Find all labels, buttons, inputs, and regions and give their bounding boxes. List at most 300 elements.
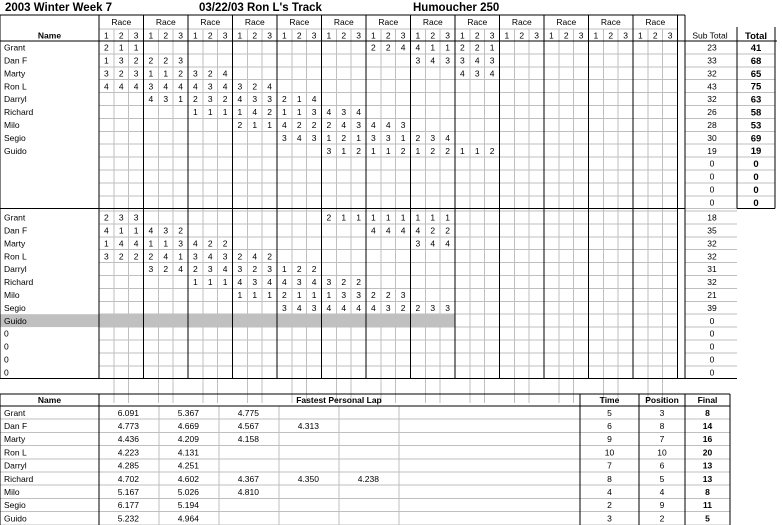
heat-header: 1: [237, 30, 243, 41]
race-score: 3: [460, 55, 465, 66]
race-score: 2: [385, 290, 391, 300]
race-score: 1: [445, 42, 450, 53]
subtotal-value: 32: [707, 277, 717, 288]
final-row-name: Richard: [4, 473, 34, 484]
heat-header: 2: [385, 30, 391, 41]
race-score: 3: [326, 145, 332, 156]
race-score: 3: [400, 290, 406, 300]
row-name: Dan F: [4, 225, 28, 236]
race-score: 2: [415, 302, 421, 313]
race-score: 3: [474, 68, 480, 79]
race-score: 1: [148, 68, 154, 79]
race-score: 2: [326, 212, 332, 223]
race-score: 2: [489, 145, 495, 156]
lap-time: 4.567: [237, 421, 259, 431]
race-score: 4: [237, 277, 243, 288]
race-score: 2: [148, 55, 154, 66]
race-score: 3: [193, 251, 198, 262]
final-value: 13: [702, 473, 713, 484]
race-score: 2: [371, 42, 376, 53]
race-score: 1: [296, 107, 302, 118]
subtotal-value: 21: [707, 290, 717, 300]
race-header: Race: [378, 17, 399, 27]
race-score: 2: [430, 225, 436, 236]
race-score: 1: [252, 120, 258, 130]
sheet-title: 2003 Winter Week 7: [5, 2, 113, 14]
row-name: Darryl: [4, 94, 27, 105]
race-score: 3: [163, 94, 169, 105]
race-score: 4: [296, 132, 302, 143]
heat-header: 2: [118, 30, 124, 41]
race-score: 4: [445, 132, 450, 143]
lap-time: 5.232: [117, 513, 139, 524]
time-value: 2: [607, 500, 612, 511]
race-score: 3: [430, 302, 436, 313]
heat-header: 2: [207, 30, 213, 41]
race-score: 3: [237, 264, 243, 275]
race-score: 1: [356, 132, 361, 143]
total-value: 0: [753, 184, 759, 196]
subtotal-value: 23: [707, 42, 717, 53]
subtotal-value: 32: [707, 94, 717, 105]
race-score: 4: [133, 81, 139, 92]
heat-header: 1: [460, 30, 465, 41]
subtotal-value: 39: [707, 302, 717, 313]
total-value: 63: [750, 94, 762, 106]
race-score: 3: [341, 290, 347, 300]
position-value: 4: [659, 487, 665, 497]
race-score: 4: [178, 81, 183, 92]
race-score: 1: [296, 290, 302, 300]
race-header: Race: [600, 17, 621, 27]
subtotal-value: 0: [709, 171, 715, 182]
total-column-header: Total: [745, 31, 767, 42]
race-score: 1: [267, 120, 272, 130]
row-name: Guido: [4, 145, 27, 156]
race-score: 2: [133, 251, 139, 262]
heat-header: 2: [430, 30, 436, 41]
heat-header: 1: [104, 30, 109, 41]
subtotal-value: 19: [707, 145, 717, 156]
race-score: 1: [252, 290, 258, 300]
race-score: 2: [474, 42, 480, 53]
row-name: Segio: [4, 132, 26, 143]
race-score: 3: [311, 107, 317, 118]
race-score: 3: [415, 55, 421, 66]
race-score: 4: [193, 238, 198, 249]
race-score: 4: [385, 225, 391, 236]
total-value: 53: [750, 120, 762, 132]
lap-time: 4.602: [177, 473, 199, 484]
lap-time: 4.773: [117, 421, 139, 431]
race-score: 4: [400, 225, 406, 236]
race-score: 2: [282, 290, 287, 300]
heat-header: 3: [623, 30, 628, 41]
lap-time: 4.367: [237, 473, 259, 484]
lap-time: 5.367: [177, 407, 199, 418]
time-value: 4: [607, 487, 612, 497]
row-name: Milo: [4, 120, 20, 130]
race-header: Race: [155, 17, 176, 27]
race-score: 4: [474, 55, 480, 66]
race-score: 2: [118, 68, 124, 79]
final-row-name: Segio: [4, 500, 26, 511]
heat-header: 2: [252, 30, 258, 41]
total-value: 19: [750, 146, 762, 158]
race-score: 2: [193, 264, 198, 275]
race-score: 4: [133, 238, 139, 249]
race-score: 1: [311, 290, 317, 300]
subtotal-value: 0: [709, 158, 715, 169]
race-score: 2: [371, 290, 376, 300]
heat-header: 2: [296, 30, 302, 41]
row-name: Dan F: [4, 55, 28, 66]
final-value: 14: [702, 421, 713, 431]
heat-header: 2: [563, 30, 569, 41]
race-score: 4: [104, 81, 109, 92]
total-value: 0: [753, 172, 759, 183]
lap-time: 6.177: [117, 500, 139, 511]
lap-time: 4.810: [237, 487, 259, 497]
race-score: 3: [118, 55, 124, 66]
row-name: 0: [4, 367, 9, 378]
race-score: 2: [296, 264, 302, 275]
race-score: 3: [282, 132, 287, 143]
race-score: 1: [326, 132, 332, 143]
lap-time: 4.702: [117, 473, 139, 484]
race-header: Race: [333, 17, 354, 27]
race-score: 3: [148, 81, 154, 92]
total-value: 69: [750, 133, 762, 145]
row-name: 0: [4, 354, 9, 365]
total-value: 0: [753, 159, 759, 171]
time-value: 8: [607, 473, 612, 484]
race-score: 2: [356, 145, 361, 156]
race-score: 4: [118, 81, 124, 92]
race-score: 4: [222, 264, 228, 275]
subtotal-value: 0: [709, 197, 715, 208]
race-score: 2: [207, 68, 213, 79]
row-name: Grant: [4, 42, 26, 53]
race-score: 4: [237, 94, 243, 105]
race-score: 4: [460, 68, 465, 79]
position-value: 9: [659, 500, 665, 511]
subtotal-value: 26: [707, 107, 717, 118]
race-score: 1: [430, 212, 436, 223]
final-value: 20: [702, 447, 713, 458]
row-name: Ron L: [4, 251, 27, 262]
race-score: 1: [104, 238, 109, 249]
heat-header: 3: [400, 30, 406, 41]
subtotal-value: 0: [709, 341, 715, 352]
lap-time: 4.775: [237, 407, 259, 418]
race-score: 4: [311, 277, 317, 288]
lap-time: 4.964: [177, 513, 199, 524]
race-score: 2: [237, 251, 243, 262]
final-header: Final: [697, 395, 718, 405]
race-score: 1: [222, 107, 228, 118]
heat-header: 3: [445, 30, 450, 41]
heat-header: 1: [593, 30, 599, 41]
final-row-name: Ron L: [4, 447, 27, 458]
race-score: 4: [356, 302, 361, 313]
race-score: 3: [178, 55, 183, 66]
subtotal-value: 31: [707, 264, 717, 275]
race-score: 3: [326, 277, 332, 288]
race-score: 2: [296, 120, 302, 130]
race-score: 3: [207, 94, 213, 105]
lap-time: 4.209: [177, 434, 199, 445]
total-value: 41: [750, 43, 762, 54]
race-score: 4: [430, 55, 436, 66]
row-name: Segio: [4, 302, 26, 313]
race-score: 2: [460, 42, 465, 53]
time-header: Time: [599, 395, 620, 405]
race-score: 2: [341, 277, 347, 288]
race-score: 4: [326, 107, 332, 118]
race-score: 1: [133, 42, 139, 53]
race-score: 4: [430, 238, 436, 249]
heat-header: 1: [148, 30, 154, 41]
race-score: 3: [133, 212, 139, 223]
time-value: 3: [607, 513, 612, 524]
race-score: 4: [193, 81, 198, 92]
heat-header: 3: [222, 30, 228, 41]
race-score: 4: [222, 68, 228, 79]
row-name: 0: [4, 341, 9, 352]
heat-header: 3: [534, 30, 539, 41]
subtotal-column-header: Sub Total: [692, 30, 728, 41]
race-score: 2: [400, 302, 406, 313]
race-score: 4: [148, 225, 154, 236]
race-score: 1: [133, 225, 139, 236]
race-score: 1: [207, 107, 213, 118]
race-score: 4: [222, 81, 228, 92]
race-score: 1: [267, 290, 272, 300]
race-score: 4: [445, 238, 450, 249]
race-score: 2: [311, 264, 317, 275]
race-score: 1: [385, 145, 391, 156]
row-name: 0: [4, 328, 9, 339]
position-value: 10: [657, 447, 667, 458]
subtotal-value: 0: [709, 315, 715, 326]
race-score: 4: [489, 68, 495, 79]
race-score: 2: [148, 251, 154, 262]
race-score: 2: [237, 120, 243, 130]
subtotal-value: 0: [709, 184, 715, 195]
race-score: 3: [252, 277, 258, 288]
race-score: 1: [326, 290, 332, 300]
race-score: 1: [474, 145, 480, 156]
race-score: 4: [252, 251, 258, 262]
subtotal-value: 33: [707, 55, 717, 66]
race-header: Race: [111, 17, 132, 27]
race-score: 1: [163, 238, 169, 249]
race-score: 4: [104, 225, 109, 236]
lap-time: 4.238: [357, 473, 379, 484]
race-score: 3: [237, 81, 243, 92]
race-score: 2: [356, 277, 361, 288]
race-score: 3: [371, 132, 376, 143]
race-score: 1: [104, 55, 109, 66]
fastest-lap-header: Fastest Personal Lap: [296, 395, 382, 405]
race-header: Race: [289, 17, 310, 27]
race-score: 3: [267, 264, 272, 275]
race-score: 3: [193, 68, 198, 79]
position-value: 3: [659, 407, 665, 418]
race-score: 1: [371, 212, 376, 223]
subtotal-value: 0: [709, 354, 715, 365]
lap-time: 4.131: [177, 447, 199, 458]
race-score: 4: [267, 277, 272, 288]
race-score: 2: [163, 55, 169, 66]
row-name: Milo: [4, 290, 20, 300]
cell-fills: [0, 314, 455, 327]
heat-header: 1: [504, 30, 510, 41]
total-value: 68: [750, 55, 762, 67]
race-score: 4: [282, 277, 287, 288]
race-score: 2: [104, 212, 109, 223]
race-score: 3: [356, 290, 361, 300]
date-track-label: 03/22/03 Ron L's Track: [199, 2, 322, 14]
lap-time: 5.026: [177, 487, 199, 497]
time-value: 5: [607, 407, 612, 418]
race-score: 3: [311, 132, 317, 143]
position-value: 7: [659, 434, 665, 445]
race-score: 1: [445, 212, 450, 223]
lap-time: 4.285: [117, 460, 139, 471]
heat-header: 3: [178, 30, 183, 41]
row-name: Guido: [4, 315, 27, 326]
subtotal-value: 28: [707, 120, 717, 130]
heat-header: 3: [667, 30, 673, 41]
heat-header: 2: [163, 30, 169, 41]
race-score: 2: [133, 55, 139, 66]
subtotal-value: 32: [707, 68, 717, 79]
race-header: Race: [645, 17, 666, 27]
row-name: Richard: [4, 107, 34, 118]
race-score: 3: [222, 251, 228, 262]
race-score: 3: [163, 225, 169, 236]
race-score: 1: [385, 212, 391, 223]
race-score: 3: [104, 251, 109, 262]
race-score: 4: [252, 107, 258, 118]
race-score: 2: [222, 238, 228, 249]
race-score: 1: [237, 107, 243, 118]
race-score: 4: [267, 81, 272, 92]
time-value: 7: [607, 460, 612, 471]
race-score: 4: [296, 302, 302, 313]
heat-header: 2: [341, 30, 347, 41]
race-score: 3: [356, 120, 361, 130]
race-score: 1: [148, 238, 154, 249]
race-score: 3: [341, 107, 347, 118]
total-value: 58: [750, 107, 762, 119]
race-score: 2: [400, 145, 406, 156]
race-score: 4: [385, 120, 391, 130]
total-value: 0: [753, 197, 759, 209]
row-name: Grant: [4, 212, 26, 223]
race-score: 3: [207, 81, 213, 92]
race-score: 3: [252, 94, 258, 105]
total-value: 75: [750, 81, 762, 93]
race-score: 3: [118, 212, 124, 223]
race-score: 2: [385, 42, 391, 53]
race-score: 4: [163, 81, 169, 92]
race-score: 4: [207, 251, 213, 262]
race-score: 2: [341, 132, 347, 143]
subtotal-value: 18: [707, 212, 717, 223]
subtotal-value: 0: [709, 328, 715, 339]
race-score: 3: [104, 68, 109, 79]
position-value: 6: [659, 460, 665, 471]
race-score: 2: [207, 238, 213, 249]
race-score: 1: [296, 94, 302, 105]
heat-header: 2: [519, 30, 525, 41]
heat-header: 3: [489, 30, 495, 41]
final-value: 13: [702, 460, 713, 471]
highlight-row: [0, 314, 455, 327]
race-header: Race: [200, 17, 221, 27]
race-score: 3: [133, 68, 139, 79]
race-score: 4: [400, 42, 406, 53]
race-score: 1: [118, 225, 124, 236]
final-name-header: Name: [37, 395, 62, 405]
race-score: 1: [356, 212, 361, 223]
race-header: Race: [467, 17, 488, 27]
race-score: 2: [178, 68, 183, 79]
row-name: Marty: [4, 238, 26, 249]
race-score: 1: [341, 212, 347, 223]
row-name: Darryl: [4, 264, 27, 275]
race-score: 2: [118, 251, 124, 262]
position-header: Position: [645, 395, 679, 405]
race-score: 4: [415, 225, 421, 236]
race-score: 1: [282, 264, 287, 275]
race-score: 2: [104, 42, 109, 53]
race-score: 4: [371, 302, 376, 313]
race-score: 4: [371, 225, 376, 236]
race-score: 3: [415, 238, 421, 249]
race-score: 1: [415, 145, 421, 156]
race-score: 3: [400, 120, 406, 130]
race-score: 1: [371, 145, 376, 156]
race-name-label: Humoucher 250: [413, 2, 500, 14]
heat-header: 1: [282, 30, 287, 41]
heat-header: 2: [608, 30, 614, 41]
heat-header: 3: [267, 30, 272, 41]
race-score: 1: [207, 277, 213, 288]
final-value: 5: [705, 513, 710, 524]
race-score: 1: [178, 251, 183, 262]
heat-header: 1: [638, 30, 643, 41]
race-score: 2: [415, 132, 421, 143]
race-score: 1: [118, 42, 124, 53]
race-score: 1: [237, 290, 243, 300]
row-name: Richard: [4, 277, 34, 288]
race-score: 3: [445, 55, 450, 66]
race-score: 1: [430, 42, 436, 53]
race-score: 3: [385, 302, 391, 313]
heat-header: 3: [356, 30, 361, 41]
heat-header: 1: [549, 30, 554, 41]
lap-time: 4.158: [237, 434, 259, 445]
race-score: 4: [326, 302, 332, 313]
final-row-name: Dan F: [4, 421, 28, 431]
final-value: 8: [705, 407, 710, 418]
race-score: 3: [282, 302, 287, 313]
race-score: 4: [178, 264, 183, 275]
